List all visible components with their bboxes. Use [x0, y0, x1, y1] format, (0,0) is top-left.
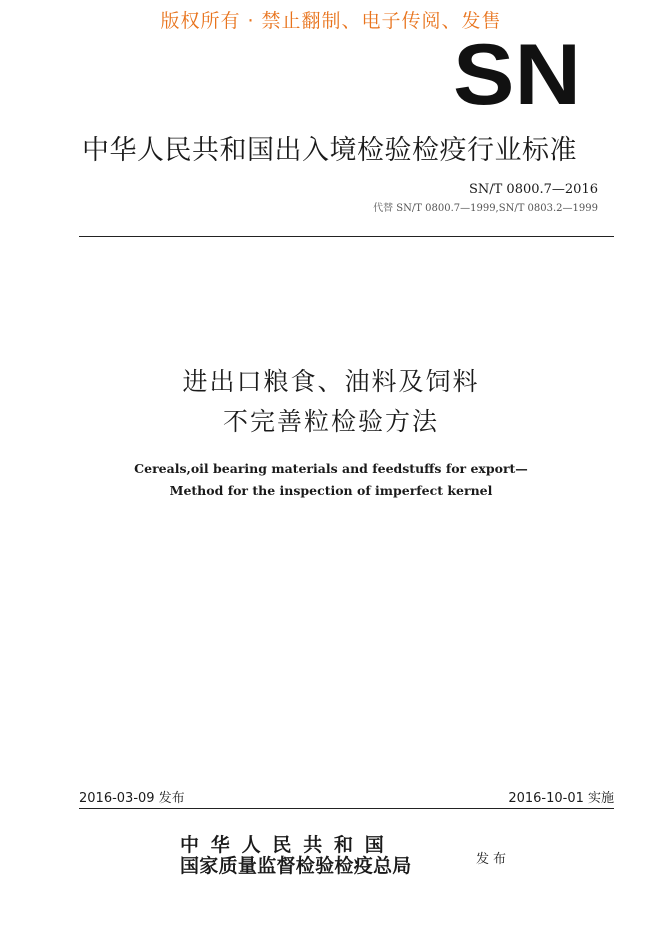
replaces-note: 代替 SN/T 0800.7—1999,SN/T 0803.2—1999 — [373, 203, 598, 214]
issuer-line-2: 国家质量监督检验检疫总局 — [180, 855, 412, 877]
en-title-line-1: Cereals,oil bearing materials and feedstuffs for export— — [134, 461, 528, 476]
en-title-line-2: Method for the inspection of imperfect kernel — [169, 483, 493, 498]
publish-label: 发布 — [476, 852, 511, 867]
issuer-line-1: 中华人民共和国 — [180, 834, 396, 856]
cn-title-line-1: 进出口粮食、油料及饲料 — [182, 367, 480, 396]
organization-title: 中华人民共和国出入境检验检疫行业标准 — [82, 135, 577, 166]
implementation-date: 2016-10-01 实施 — [508, 791, 614, 806]
footer-divider — [79, 808, 614, 809]
sn-logo — [452, 40, 582, 108]
header-divider — [79, 236, 614, 237]
standard-number: SN/T 0800.7—2016 — [468, 182, 598, 197]
issue-date: 2016-03-09 发布 — [79, 791, 185, 806]
cn-title-line-2: 不完善粒检验方法 — [222, 407, 439, 436]
copyright-watermark: 版权所有 · 禁止翻制、电子传阅、发售 — [160, 10, 502, 32]
sn-logo-text: SN — [453, 40, 581, 108]
